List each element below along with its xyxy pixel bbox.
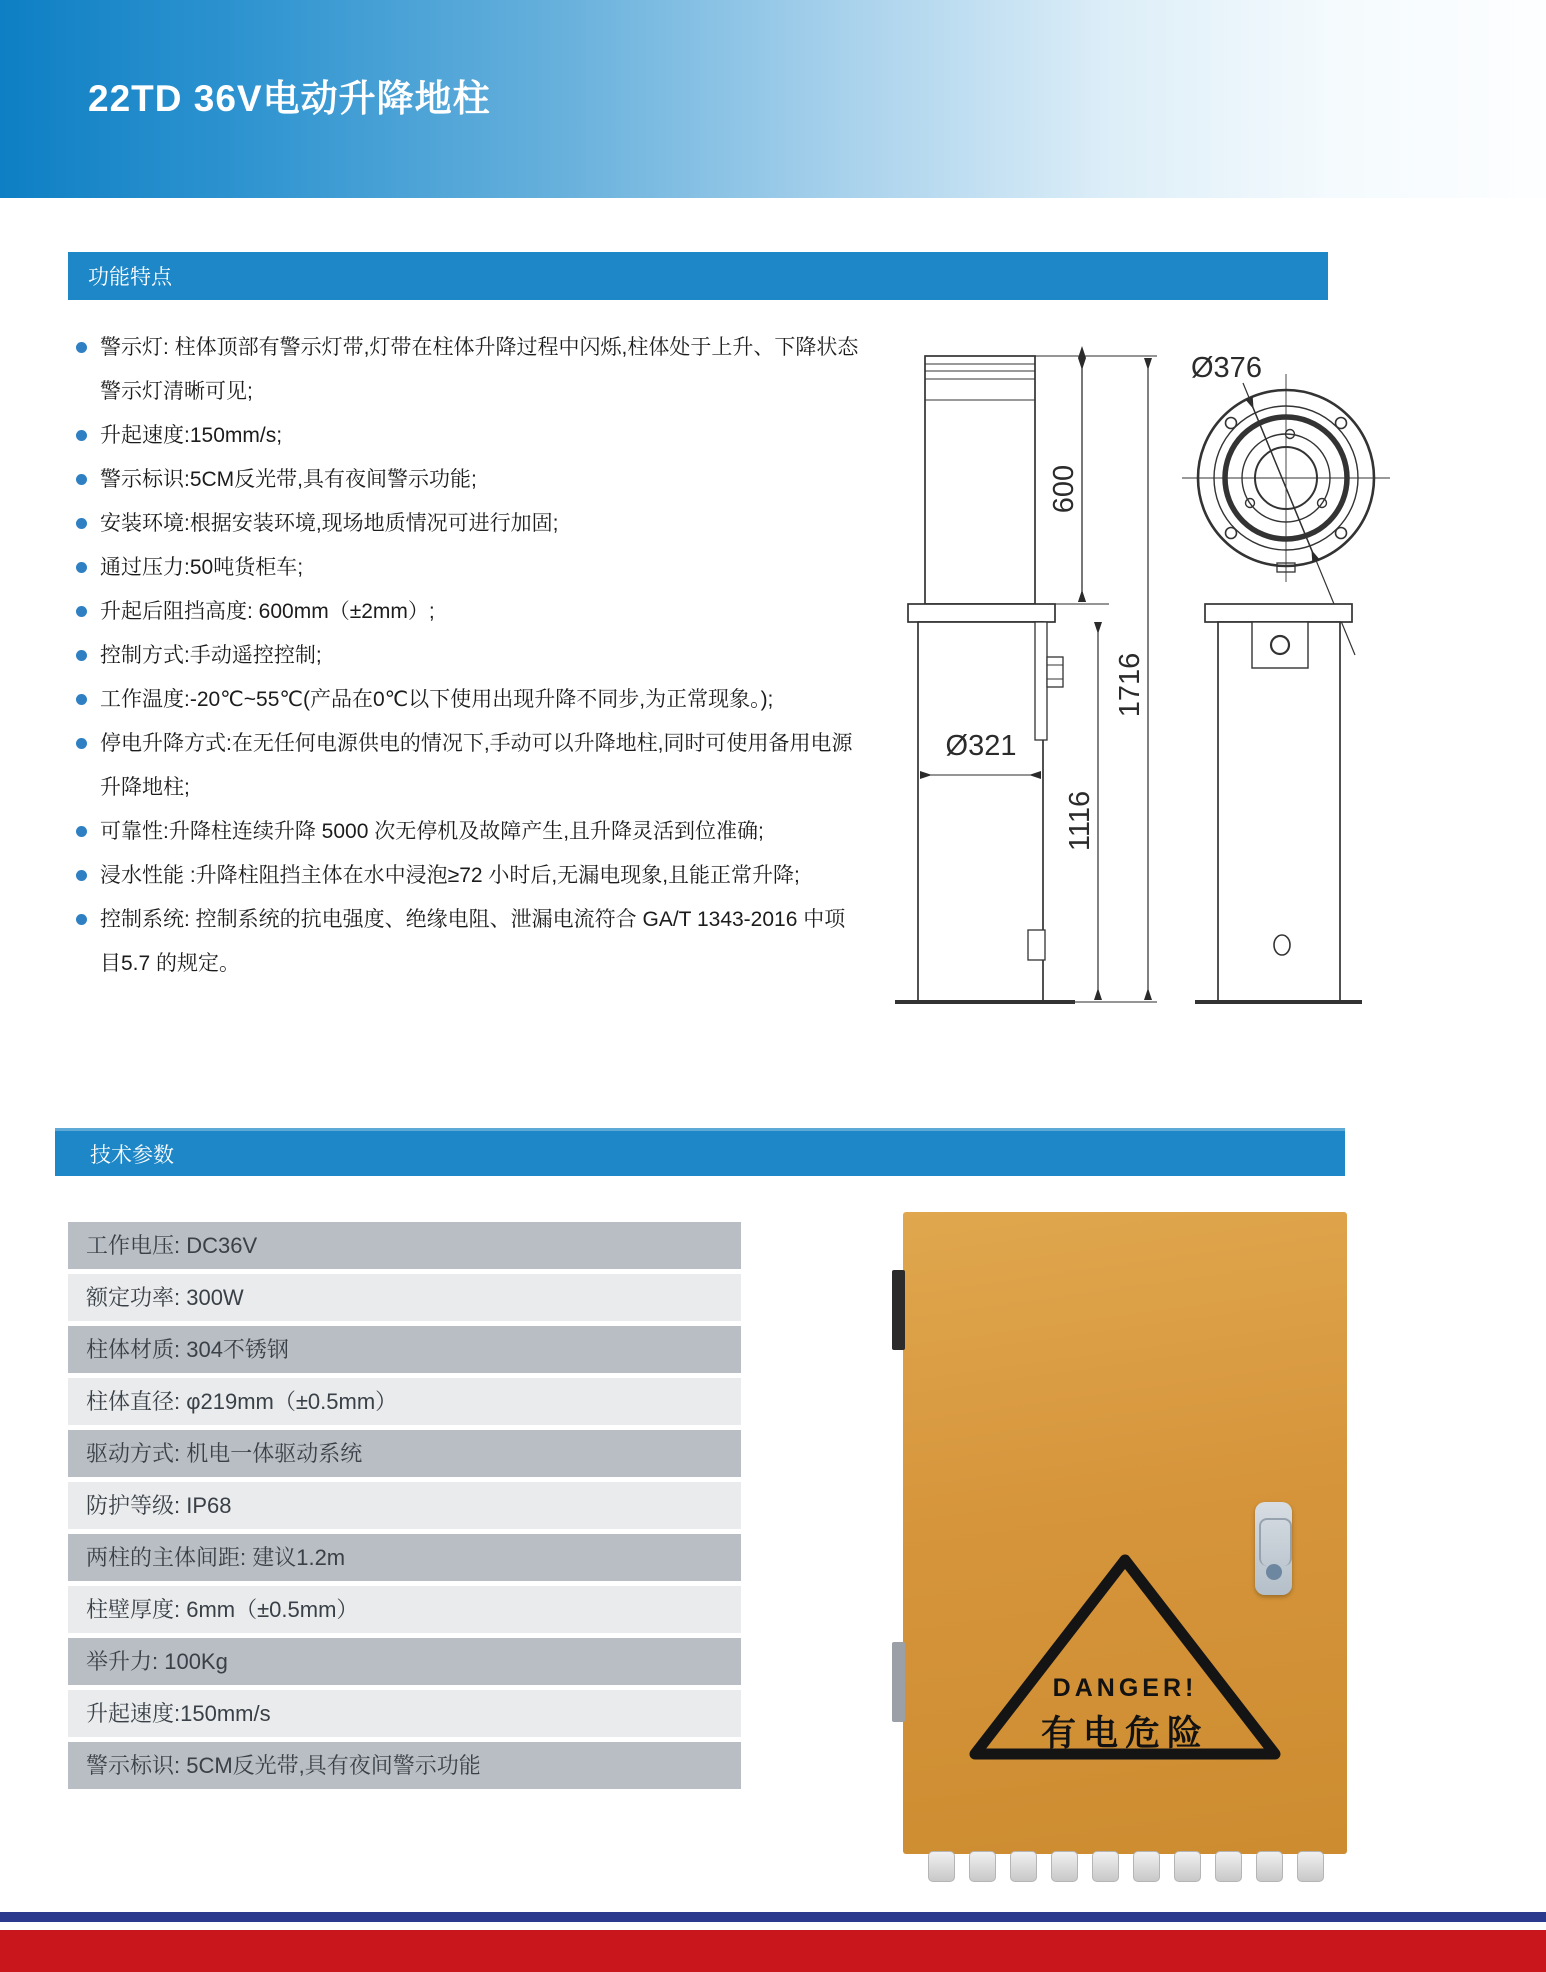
cable-gland [1174, 1851, 1201, 1882]
dim-label-flange-dia: Ø321 [945, 730, 1017, 762]
raised-bollard-side-view [895, 356, 1075, 1002]
feature-item [76, 634, 864, 678]
feature-item [76, 326, 864, 414]
tech-section-bar [55, 1128, 1345, 1176]
feature-text: 可靠性:升降柱连续升降 5000 次无停机及故障产生,且升降灵活到位准确; [100, 820, 764, 843]
features-section-label: 功能特点 [88, 266, 172, 289]
danger-triangle-icon [903, 1212, 1347, 1854]
page-title: 22TD 36V电动升降地柱 [88, 78, 491, 119]
cable-gland [1297, 1851, 1324, 1882]
feature-text: 升起后阻挡高度: 600mm（±2mm）; [100, 600, 435, 623]
technical-drawing [895, 265, 1465, 1025]
feature-text: 控制系统: 控制系统的抗电强度、绝缘电阻、泄漏电流符合 GA/T 1343-2016 中项目5.7 的规定。 [100, 908, 846, 975]
bullet-icon [76, 738, 87, 749]
table-row: 驱动方式: 机电一体驱动系统 [68, 1430, 741, 1477]
bullet-icon [76, 342, 87, 353]
danger-text-zh: 有电危险 [1040, 1714, 1209, 1753]
bullet-icon [76, 914, 87, 925]
bullet-icon [76, 650, 87, 661]
feature-item [76, 590, 864, 634]
table-row: 柱壁厚度: 6mm（±0.5mm） [68, 1586, 741, 1633]
bullet-icon [76, 826, 87, 837]
feature-item [76, 546, 864, 590]
feature-item [76, 854, 864, 898]
feature-text: 控制方式:手动遥控控制; [100, 644, 322, 667]
feature-text: 工作温度:-20℃~55℃(产品在0℃以下使用出现升降不同步,为正常现象。); [100, 688, 774, 711]
feature-item [76, 414, 864, 458]
cable-gland [928, 1851, 955, 1882]
bullet-icon [76, 694, 87, 705]
feature-item [76, 898, 864, 986]
feature-item [76, 502, 864, 546]
table-row: 防护等级: IP68 [68, 1482, 741, 1529]
feature-text: 停电升降方式:在无任何电源供电的情况下,手动可以升降地柱,同时可使用备用电源升降地柱; [100, 732, 853, 799]
dim-label-top-dia: Ø376 [1191, 352, 1262, 384]
spec-table [68, 1222, 741, 1794]
cable-gland [1215, 1851, 1242, 1882]
cable-gland [1051, 1851, 1078, 1882]
table-row: 额定功率: 300W [68, 1274, 741, 1321]
bullet-icon [76, 870, 87, 881]
feature-item [76, 458, 864, 502]
bollard-dimension-drawing [895, 265, 1465, 1025]
bullet-icon [76, 430, 87, 441]
feature-text: 安装环境:根据安装环境,现场地质情况可进行加固; [100, 512, 559, 535]
feature-item [76, 678, 864, 722]
feature-text: 通过压力:50吨货柜车; [100, 556, 304, 579]
control-cabinet-photo [903, 1212, 1347, 1854]
footer-red-stripe [0, 1930, 1546, 1972]
tech-section-label: 技术参数 [90, 1143, 174, 1167]
dim-label-1116: 1116 [1064, 790, 1096, 852]
table-row: 警示标识: 5CM反光带,具有夜间警示功能 [68, 1742, 741, 1789]
table-row: 柱体直径: φ219mm（±0.5mm） [68, 1378, 741, 1425]
dim-label-1716: 1716 [1114, 652, 1146, 718]
feature-text: 警示灯: 柱体顶部有警示灯带,灯带在柱体升降过程中闪烁,柱体处于上升、下降状态警示灯清晰可见; [100, 336, 859, 403]
feature-item [76, 722, 864, 810]
table-row: 工作电压: DC36V [68, 1222, 741, 1269]
cable-gland [1133, 1851, 1160, 1882]
feature-text: 浸水性能 :升降柱阻挡主体在水中浸泡≥72 小时后,无漏电现象,且能正常升降; [100, 864, 800, 887]
bullet-icon [76, 474, 87, 485]
feature-item [76, 810, 864, 854]
danger-text-en: DANGER! [1052, 1674, 1198, 1702]
cable-gland [1092, 1851, 1119, 1882]
bullet-icon [76, 606, 87, 617]
table-row: 升起速度:150mm/s [68, 1690, 741, 1737]
cable-gland [1010, 1851, 1037, 1882]
table-row: 两柱的主体间距: 建议1.2m [68, 1534, 741, 1581]
feature-text: 升起速度:150mm/s; [100, 424, 283, 447]
feature-text: 警示标识:5CM反光带,具有夜间警示功能; [100, 468, 477, 491]
cable-gland [969, 1851, 996, 1882]
header-banner [0, 0, 1546, 198]
bullet-icon [76, 518, 87, 529]
table-row: 柱体材质: 304不锈钢 [68, 1326, 741, 1373]
footer-navy-stripe [0, 1912, 1546, 1922]
features-list [76, 326, 864, 986]
retracted-bollard-side-view [1195, 604, 1362, 1002]
dim-label-600: 600 [1048, 464, 1080, 514]
cable-gland [1256, 1851, 1283, 1882]
table-row: 举升力: 100Kg [68, 1638, 741, 1685]
bullet-icon [76, 562, 87, 573]
